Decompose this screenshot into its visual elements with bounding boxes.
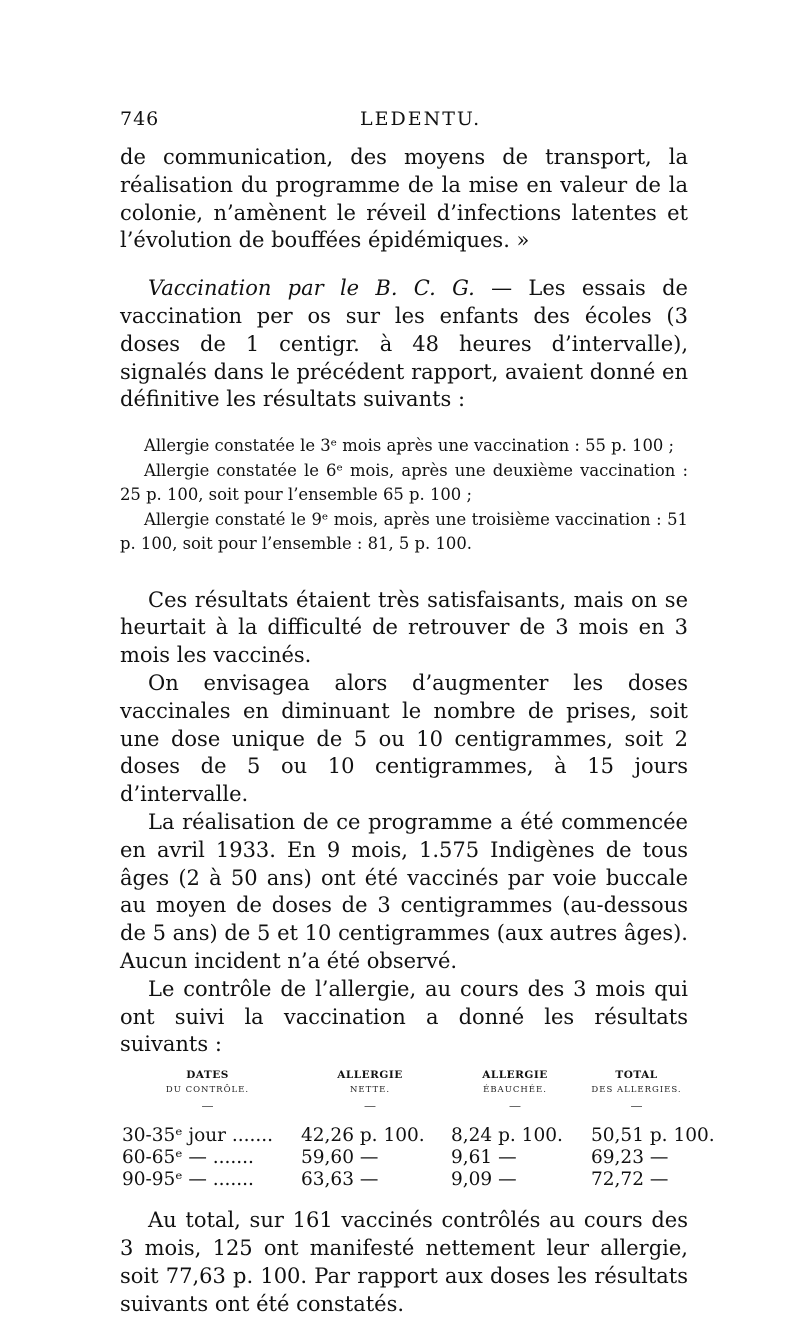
cell-ebauchee: 9,09 — <box>451 1169 517 1191</box>
paragraph-doses: On envisagea alors d’augmenter les doses vaccinales en diminuant le nombre de prises, soit une dose unique de 5 ou 10 centigrammes, soit 2 doses de 5 ou 10 centigrammes, à 15 jours d’intervalle. <box>120 671 688 807</box>
cell-ebauchee: 8,24 p. 100. <box>451 1125 563 1147</box>
table-row <box>120 1147 688 1169</box>
cell-nette: 59,60 — <box>301 1147 379 1169</box>
cell-date: 90-95ᵉ — ....... <box>122 1169 254 1191</box>
page-number: 746 <box>120 108 160 130</box>
paragraph-continuation: de communication, des moyens de transport, la réalisation du programme de la mise en valeur de la colonie, n’amènent le réveil d’infections latentes et l’évolution de bouffées épidémiques. » <box>120 145 688 253</box>
cell-nette: 42,26 p. 100. <box>301 1125 425 1147</box>
cell-date: 60-65ᵉ — ....... <box>122 1147 254 1169</box>
table-body <box>120 1125 715 1191</box>
cell-total: 72,72 — <box>591 1169 669 1191</box>
header-cell: ALLERGIE ÉBAUCHÉE. — <box>482 1069 548 1114</box>
paragraph-results: Ces résultats étaient très satisfaisants, mais on se heurtait à la difficulté de retrouver de 3 mois en 3 mois les vaccinés. <box>120 587 688 668</box>
cell-ebauchee: 9,61 — <box>451 1147 517 1169</box>
table-header <box>120 1069 688 1115</box>
section-title: Vaccination par le B. C. G. <box>148 276 475 301</box>
cell-date: 30-35ᵉ jour ....... <box>122 1125 274 1147</box>
allergy-table <box>120 1069 715 1191</box>
cell-total: 69,23 — <box>591 1147 669 1169</box>
running-head: LEDENTU. <box>360 108 482 130</box>
quote-line: Allergie constatée le 6ᵉ mois, après une deuxième vaccination : 25 p. 100, soit pour l’ensemble 65 p. 100 ; <box>120 460 688 505</box>
header-cell: DATES DU CONTRÔLE. — <box>165 1069 250 1114</box>
paragraph-control: Le contrôle de l’allergie, au cours des 3 mois qui ont suivi la vaccination a donné les résultats suivants : <box>120 976 688 1057</box>
header-cell: ALLERGIE NETTE. — <box>337 1069 403 1114</box>
table-row <box>120 1169 688 1191</box>
cell-nette: 63,63 — <box>301 1169 379 1191</box>
section-text: Les essais de vaccination per os sur les enfants des écoles (3 doses de 1 centigr. à 48 heures d’intervalle), signalés dans le précédent rapport, avaient donné en définitive les résultats suivants : <box>120 276 688 412</box>
page <box>120 108 715 1318</box>
page-header <box>120 108 688 144</box>
cell-total: 50,51 p. 100. <box>591 1125 715 1147</box>
header-cell: TOTAL DES ALLERGIES. — <box>591 1069 682 1114</box>
quote-line: Allergie constatée le 3ᵉ mois après une vaccination : 55 p. 100 ; <box>144 436 675 456</box>
paragraph-program: La réalisation de ce programme a été commencée en avril 1933. En 9 mois, 1.575 Indigènes de tous âges (2 à 50 ans) ont été vaccinés par voie buccale au moyen de doses de 3 centigrammes (au-dessous de 5 ans) de 5 et 10 centigrammes (aux autres âges). Aucun incident n’a été observé. <box>120 810 688 974</box>
paragraph-total: Au total, sur 161 vaccinés contrôlés au cours des 3 mois, 125 ont manifesté nettement leur allergie, soit 77,63 p. 100. Par rapport aux doses les résultats suivants ont été constatés. <box>120 1208 688 1316</box>
quoted-results <box>120 434 688 557</box>
quote-line: Allergie constaté le 9ᵉ mois, après une troisième vaccination : 51 p. 100, soit pour l’ensemble : 81, 5 p. 100. <box>120 509 688 554</box>
table-row <box>120 1125 715 1147</box>
paragraph-vaccination-intro <box>120 275 688 414</box>
section-dash: — <box>474 276 529 301</box>
